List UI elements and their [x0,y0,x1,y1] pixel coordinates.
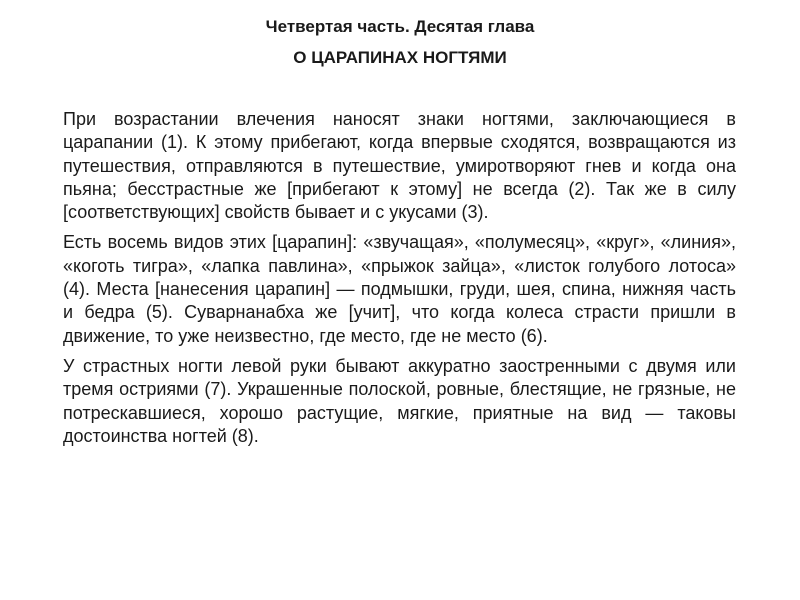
paragraph-1: При возрастании влечения наносят знаки ногтями, заключающиеся в царапании (1). К этому прибегают, когда впервые сходятся, возвращаются из путешествия, отправляются в путешествие, умиротворяют гнев и когда она пьяна; бесстрастные же [прибегают к этому] не всегда (2). Так же в силу [соответствующих] свойств бывает и с укусами (3). [63,109,736,223]
chapter-heading: Четвертая часть. Десятая глава [265,17,535,36]
chapter-title: О ЦАРАПИНАХ НОГТЯМИ [293,48,507,67]
paragraph-3: У страстных ногти левой руки бывают аккуратно заостренными с двумя или тремя остриями (7). Украшенные полоской, ровные, блестящие, не грязные, не потрескавшиеся, хорошо растущие, мягкие, приятные на вид — таковы достоинства ногтей (8). [63,355,736,446]
paragraph-2: Есть восемь видов этих [царапин]: «звучащая», «полумесяц», «круг», «линия», «коготь тигра», «лапка павлина», «прыжок зайца», «листок голубого лотоса» (4). Места [нанесения царапин] — подмышки, груди, шея, спина, нижняя часть и бедра (5). Суварнанабха же [учит], что когда колеса страсти пришли в движение, то уже неизвестно, где место, где не место (6). [63,232,736,346]
body-text [63,108,736,455]
